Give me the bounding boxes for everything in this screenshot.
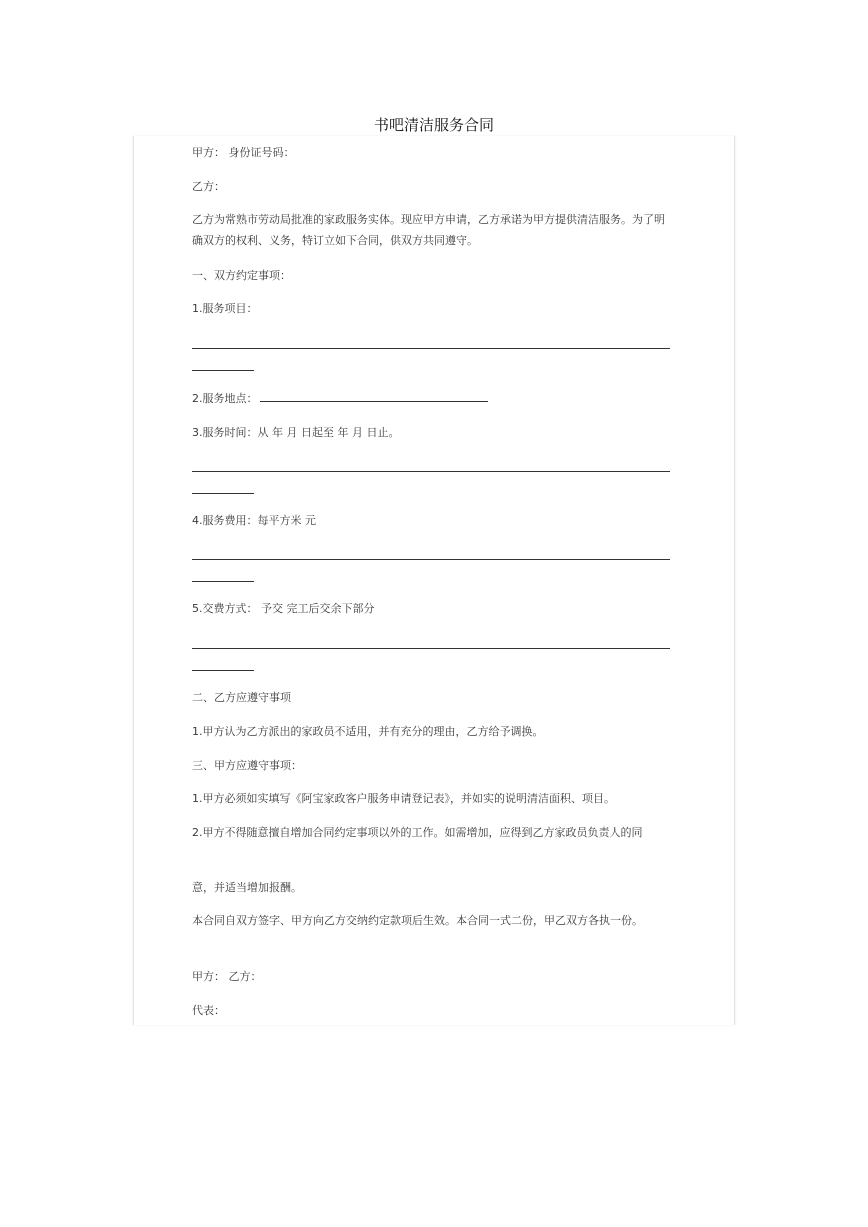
section2-item1: 1.甲方认为乙方派出的家政员不适用，并有充分的理由，乙方给予调换。: [192, 725, 544, 738]
intro-paragraph: 乙方为常熟市劳动局批准的家政服务实体。现应甲方申请，乙方承诺为甲方提供清洁服务。为了明确双方的权利、义务，特订立如下合同，供双方共同遵守。: [192, 213, 665, 247]
party-b-line: 乙方：: [192, 180, 225, 193]
section3-item2: 2.甲方不得随意擅自增加合同约定事项以外的工作。如需增加，应得到乙方家政员负责人的同: [192, 826, 643, 839]
item1-service-items: 1.服务项目：: [192, 302, 258, 315]
blank-line-item4-b: [192, 581, 254, 582]
section1-heading: 一、双方约定事项：: [192, 269, 291, 282]
blank-line-item5-a: [192, 648, 670, 649]
item5-payment-method: 5.交费方式： 予交 完工后交余下部分: [192, 602, 375, 615]
blank-line-item1-a: [192, 348, 670, 349]
blank-line-item3-a: [192, 471, 670, 472]
party-a-id-line: 甲方： 身份证号码：: [192, 146, 295, 159]
item2-blank: [260, 391, 488, 402]
section2-heading: 二、乙方应遵守事项: [192, 691, 291, 704]
effective-clause: 本合同自双方签字、甲方向乙方交纳约定款项后生效。本合同一式二份，甲乙双方各执一份。: [192, 914, 643, 927]
blank-line-item4-a: [192, 559, 670, 560]
item2-label: 2.服务地点：: [192, 392, 258, 405]
section3-item2-continued: 意，并适当增加报酬。: [192, 881, 302, 894]
blank-line-item5-b: [192, 670, 254, 671]
section3-item1: 1.甲方必须如实填写《阿宝家政客户服务申请登记表》，并如实的说明清洁面积、项目。: [192, 792, 615, 805]
blank-line-item1-b: [192, 370, 254, 371]
signature-line: 甲方： 乙方：: [192, 970, 262, 983]
document-title: 书吧清洁服务合同: [373, 116, 494, 134]
representative-line: 代表：: [192, 1004, 225, 1017]
item3-service-time: 3.服务时间：从 年 月 日起至 年 月 日止。: [192, 426, 400, 439]
blank-line-item3-b: [192, 493, 254, 494]
item4-service-fee: 4.服务费用：每平方米 元: [192, 514, 316, 527]
item2-service-location: [192, 388, 672, 409]
section3-heading: 三、甲方应遵守事项：: [192, 759, 302, 772]
